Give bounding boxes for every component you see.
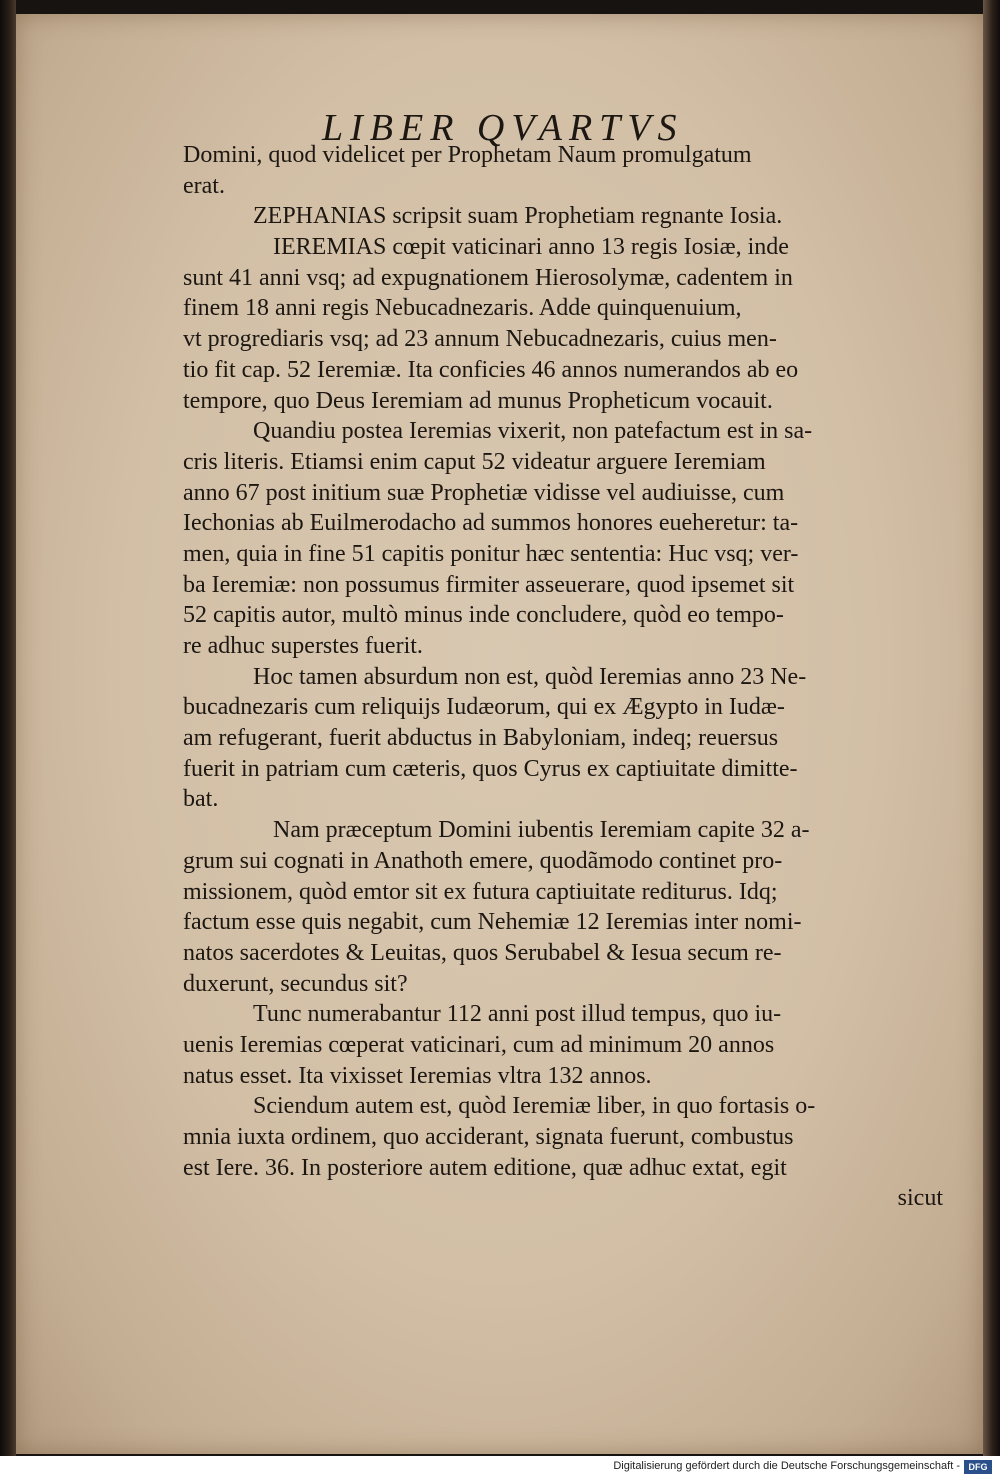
text-line: Nam præceptum Domini iubentis Ieremiam capite 32 a- [273,817,810,844]
footer-credit: Digitalisierung gefördert durch die Deutsche Forschungsgemeinschaft - [613,1460,960,1472]
catchword: sicut [897,1185,943,1212]
text-line: Quandiu postea Ieremias vixerit, non patefactum est in sa- [253,418,813,445]
text-line: IEREMIAS cœpit vaticinari anno 13 regis Iosiæ, inde [273,234,789,261]
text-line: Sciendum autem est, quòd Ieremiæ liber, in quo fortasis o- [253,1093,816,1120]
text-line: 52 capitis autor, multò minus inde concludere, quòd eo tempo- [183,602,784,629]
text-line: missionem, quòd emtor sit ex futura captiuitate rediturus. Idq; [183,878,778,905]
text-line: est Iere. 36. In posteriore autem editione, quæ adhuc extat, egit [183,1154,787,1181]
text-line: tio fit cap. 52 Ieremiæ. Ita conficies 46 annos numerandos ab eo [183,356,799,383]
text-line: tempore, quo Deus Ieremiam ad munus Propheticum vocauit. [183,387,773,414]
page-text [183,140,943,1214]
text-line: bucadnezaris cum reliquijs Iudæorum, qui ex Ægypto in Iudæ- [183,694,785,721]
text-line: erat. [183,172,225,199]
text-line: factum esse quis negabit, cum Nehemiæ 12 Ieremias inter nomi- [183,909,802,936]
text-line: anno 67 post initium suæ Prophetiæ vidisse vel audiuisse, cum [183,479,785,506]
text-line: ZEPHANIAS scripsit suam Prophetiam regnante Iosia. [253,203,783,230]
text-line: am refugerant, fuerit abductus in Babyloniam, indeq; reuersus [183,725,779,752]
text-line: duxerunt, secundus sit? [183,970,408,997]
text-line: sunt 41 anni vsq; ad expugnationem Hierosolymæ, cadentem in [183,264,793,291]
footer-bar [0,1456,1000,1479]
text-line: Domini, quod videlicet per Prophetam Naum promulgatum [183,142,752,168]
text-line: vt progrediaris vsq; ad 23 annum Nebucadnezaris, cuius men- [183,326,777,353]
text-line: ba Ieremiæ: non possumus firmiter asseuerare, quod ipsemet sit [183,571,795,598]
text-line: grum sui cognati in Anathoth emere, quodãmodo continet pro- [183,847,783,874]
text-line: uenis Ieremias cœperat vaticinari, cum ad minimum 20 annos [183,1031,775,1058]
text-line: mnia iuxta ordinem, quo acciderant, signata fuerunt, combustus [183,1124,794,1150]
text-line: natus esset. Ita vixisset Ieremias vltra 132 annos. [183,1062,652,1089]
text-line: men, quia in fine 51 capitis ponitur hæc sententia: Huc vsq; ver- [183,540,799,567]
text-line: finem 18 anni regis Nebucadnezaris. Adde quinquenuium, [183,295,742,322]
text-line: Iechonias ab Euilmerodacho ad summos honores eueheretur: ta- [183,510,799,537]
dfg-logo-icon: DFG [964,1460,992,1474]
text-line: Hoc tamen absurdum non est, quòd Ieremias anno 23 Ne- [253,663,807,690]
text-line: natos sacerdotes & Leuitas, quos Serubabel & Iesua secum re- [183,939,782,966]
running-head: LIBER QVARTVS [322,107,684,149]
scan-edge-right [983,0,1000,1456]
text-line: re adhuc superstes fuerit. [183,633,423,659]
text-line: bat. [183,786,219,813]
text-line: Tunc numerabantur 112 anni post illud tempus, quo iu- [253,1001,782,1028]
text-line: fuerit in patriam cum cæteris, quos Cyrus ex captiuitate dimitte- [183,755,798,782]
text-line: cris literis. Etiamsi enim caput 52 videatur arguere Ieremiam [183,448,766,475]
scan-edge-left [0,0,16,1456]
